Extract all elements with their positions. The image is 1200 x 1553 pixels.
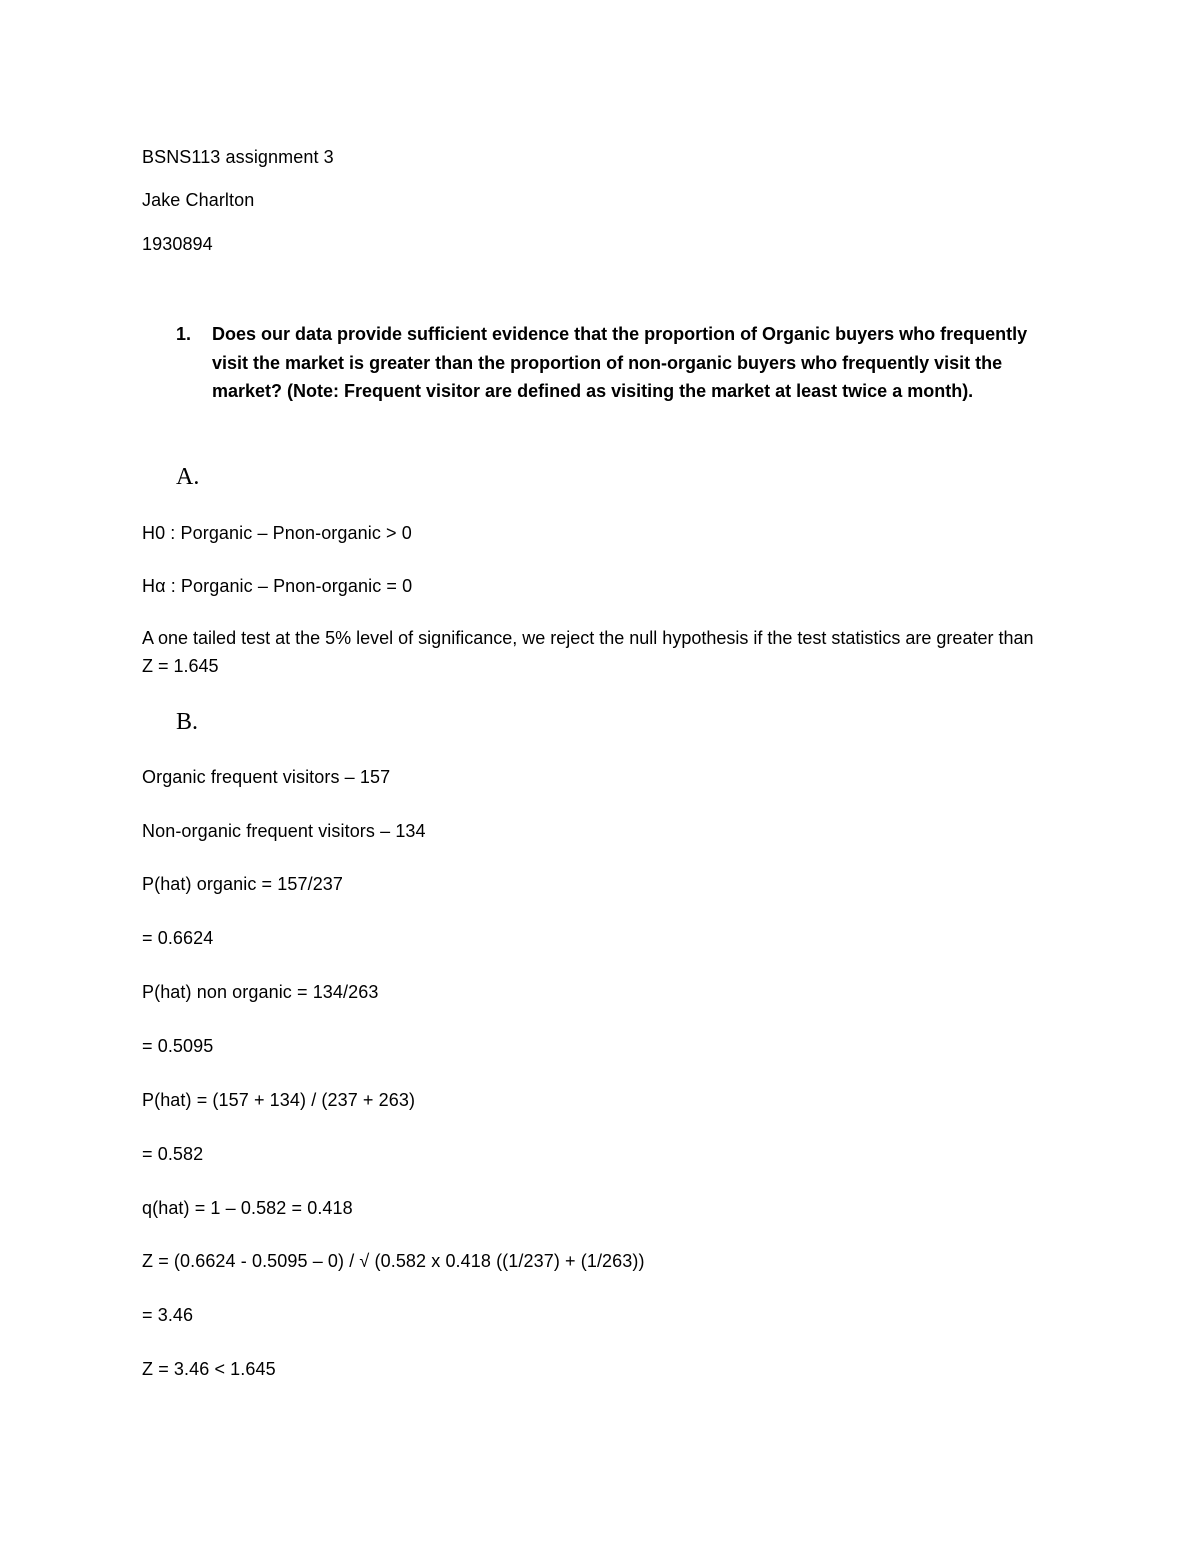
- phat-nonorganic-result: = 0.5095: [142, 1036, 214, 1056]
- phat-organic: P(hat) organic = 157/237: [142, 874, 344, 894]
- phat-organic-result: = 0.6624: [142, 928, 214, 948]
- nonorganic-visitors: Non-organic frequent visitors – 134: [142, 821, 426, 841]
- qhat-calculation: q(hat) = 1 – 0.582 = 0.418: [142, 1198, 353, 1218]
- phat-pooled-result: = 0.582: [142, 1144, 204, 1164]
- section-b-heading: B.: [176, 709, 199, 735]
- z-formula: Z = (0.6624 - 0.5095 – 0) / √ (0.582 x 0.418 ((1/237) + (1/263)): [142, 1251, 645, 1271]
- z-comparison: Z = 3.46 < 1.645: [142, 1359, 276, 1379]
- question-number: 1.: [176, 324, 192, 344]
- phat-pooled: P(hat) = (157 + 134) / (237 + 263): [142, 1090, 416, 1110]
- course-title: BSNS113 assignment 3: [142, 147, 334, 167]
- z-result: = 3.46: [142, 1305, 194, 1325]
- phat-nonorganic: P(hat) non organic = 134/263: [142, 982, 379, 1002]
- question-1: [176, 320, 1056, 406]
- alternative-hypothesis: Hα : Porganic – Pnon-organic = 0: [142, 576, 413, 596]
- organic-visitors: Organic frequent visitors – 157: [142, 767, 391, 787]
- null-hypothesis: H0 : Porganic – Pnon-organic > 0: [142, 523, 412, 543]
- author-name: Jake Charlton: [142, 190, 255, 210]
- test-description: A one tailed test at the 5% level of significance, we reject the null hypothesis if the test statistics are greater than Z = 1.645: [142, 628, 1034, 676]
- question-text: Does our data provide sufficient evidence that the proportion of Organic buyers who frequently visit the market is greater than the proportion of non-organic buyers who frequently visit the market? (Note: Frequent visitor are defined as visiting the market at least twice a month).: [212, 324, 1028, 401]
- section-a-heading: A.: [176, 464, 200, 490]
- student-id: 1930894: [142, 234, 213, 254]
